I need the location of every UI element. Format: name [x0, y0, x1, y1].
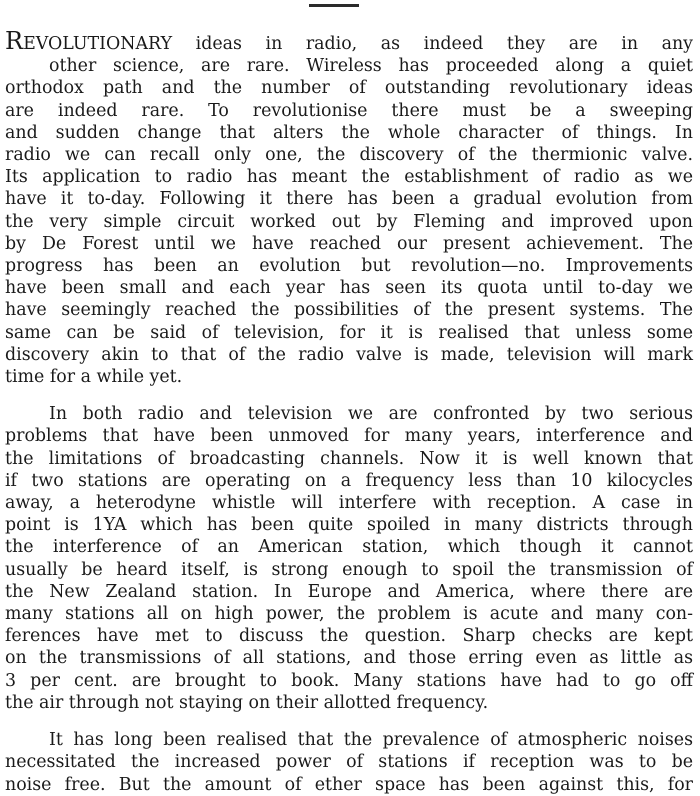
text-line: the New Zealand station. In Europe and America, where there are: [5, 581, 693, 602]
text-line: radio we can recall only one, the discovery of the thermionic valve.: [5, 145, 693, 166]
text-line: necessitated the increased power of stations if reception was to be: [5, 752, 693, 773]
text-line: on the transmissions of all stations, and those erring even as little as: [5, 648, 693, 669]
text-line: Its application to radio has meant the establishment of radio as we: [5, 167, 693, 188]
text-line: 3 per cent. are brought to book. Many stations have had to go off: [5, 670, 693, 691]
text-line: time for a while yet.: [5, 367, 183, 388]
drop-cap: R: [5, 27, 24, 55]
text-line: have seemingly reached the possibilities of the present systems. The: [5, 300, 693, 321]
text-line: usually be heard itself, is strong enough to spoil the transmission of: [5, 559, 693, 580]
text-line: the air through not staying on their allotted frequency.: [5, 692, 489, 713]
text-line: the limitations of broadcasting channels. Now it is well known that: [5, 448, 693, 469]
text-line: and sudden change that alters the whole character of things. In: [5, 122, 693, 143]
paragraph-3: [5, 729, 693, 796]
text-line: noise free. But the amount of ether space has been against this, for: [5, 774, 693, 795]
text-line: progress has been an evolution but revolution—no. Improvements: [5, 256, 693, 277]
text-line: by De Forest until we have reached our present achievement. The: [5, 233, 693, 254]
text-line: problems that have been unmoved for many years, interference and: [5, 426, 693, 447]
text-line: point is 1YA which has been quite spoiled in many districts through: [5, 515, 693, 536]
article-body: [5, 27, 693, 796]
text-line: In both radio and television we are confronted by two serious: [49, 404, 693, 425]
text-line: REVOLUTIONARY ideas in radio, as indeed they are in any: [5, 27, 693, 55]
text-line: have it to-day. Following it there has been a gradual evolution from: [5, 189, 693, 210]
header-rule: [309, 4, 359, 7]
text-line: discovery akin to that of the radio valve is made, television will mark: [5, 344, 693, 365]
text-line: if two stations are operating on a frequency less than 10 kilocycles: [5, 470, 693, 491]
text-line: It has long been realised that the prevalence of atmospheric noises: [49, 730, 693, 751]
text-line: have been small and each year has seen its quota until to-day we: [5, 278, 693, 299]
paragraph-1: [5, 27, 693, 388]
text-line: many stations all on high power, the problem is acute and many con-: [5, 604, 693, 625]
paragraph-2: [5, 403, 693, 714]
text-line: same can be said of television, for it is realised that unless some: [5, 322, 693, 343]
text-line: ferences have met to discuss the question. Sharp checks are kept: [5, 626, 693, 647]
text-line: orthodox path and the number of outstanding revolutionary ideas: [5, 78, 693, 99]
text-line: away, a heterodyne whistle will interfere with reception. A case in: [5, 493, 693, 514]
text-line: are indeed rare. To revolutionise there must be a sweeping: [5, 100, 693, 121]
text-line: the interference of an American station, which though it cannot: [5, 537, 693, 558]
text-line: other science, are rare. Wireless has proceeded along a quiet: [49, 56, 693, 77]
text-line: the very simple circuit worked out by Fleming and improved upon: [5, 211, 693, 232]
